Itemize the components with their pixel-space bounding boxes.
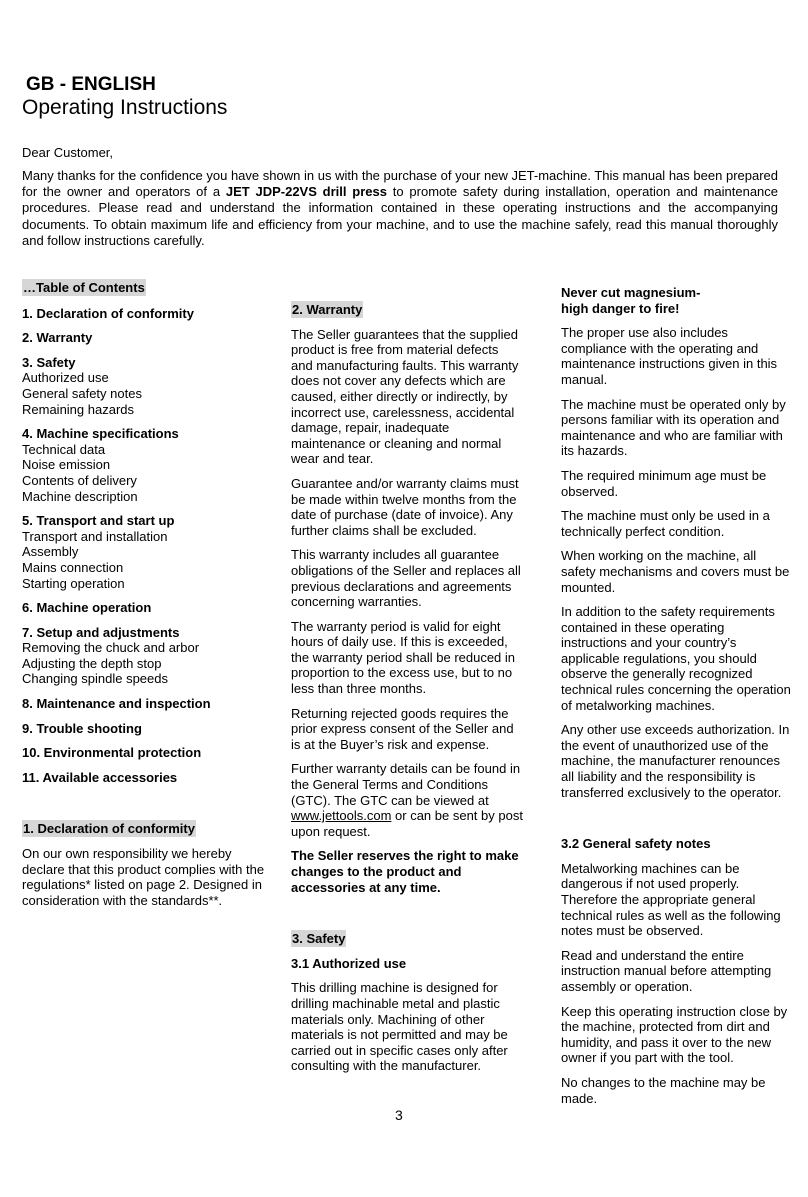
safety-paragraph: Keep this operating instruction close by the machine, protected from dirt and humidity, and pass it over to the new owner if you part with the tool. xyxy=(561,1003,788,1066)
declaration-heading: 1. Declaration of conformity xyxy=(23,821,195,837)
toc-subitem: Assembly xyxy=(22,544,79,560)
toc-subitem: Transport and installation xyxy=(22,528,168,544)
toc-item-10: 10. Environmental protection xyxy=(22,745,202,761)
toc-subitem: Noise emission xyxy=(22,457,111,473)
safety-paragraph: When working on the machine, all safety mechanisms and covers must be mounted. xyxy=(561,548,790,595)
warranty-paragraph: The Seller guarantees that the supplied product is free from material defects and manufacturing faults. This warranty does not cover any defects which are caused, either directly or indirectly, by incorrect use, carelessness, accidental damage, repair, inadequate maintenance or cleaning and normal wear and tear. xyxy=(291,326,519,467)
toc-item-2: 2. Warranty xyxy=(22,330,93,346)
warranty-paragraph: Returning rejected goods requires the prior express consent of the Seller and is at the Buyer’s risk and expense. xyxy=(291,705,514,752)
warranty-reserve-notice: The Seller reserves the right to make changes to the product and accessories at any time. xyxy=(291,848,519,895)
toc-subitem: Changing spindle speeds xyxy=(22,671,168,687)
safety-paragraph: The machine must be operated only by persons familiar with its operation and maintenance and who are familiar with its hazards. xyxy=(561,396,786,459)
safety-paragraph: The proper use also includes compliance with the operating and maintenance instructions given in this manual. xyxy=(561,325,778,387)
toc-item-9: 9. Trouble shooting xyxy=(22,720,142,736)
toc-subitem: Contents of delivery xyxy=(22,472,137,488)
warning-line-2: high danger to fire! xyxy=(561,300,680,316)
intro-paragraph xyxy=(22,168,778,249)
document-title: Operating Instructions xyxy=(22,96,228,119)
column-middle xyxy=(291,302,523,1074)
toc-subitem: Mains connection xyxy=(22,559,124,575)
toc-subitem: Technical data xyxy=(22,441,106,457)
toc-item-1: 1. Declaration of conformity xyxy=(22,305,194,321)
gtc-text-a: Further warranty details can be found in the General Terms and Conditions (GTC). The GTC can be viewed at xyxy=(291,761,521,808)
toc-item-5: 5. Transport and start up xyxy=(22,513,175,529)
toc-subitem: Machine description xyxy=(22,488,138,504)
warranty-paragraph: This warranty includes all guarantee obligations of the Seller and replaces all previous declarations and agreements concerning warranties. xyxy=(291,547,521,610)
language-heading: GB - ENGLISH xyxy=(26,74,156,95)
toc-subitem: General safety notes xyxy=(22,385,142,401)
safety-heading: 3. Safety xyxy=(292,931,346,947)
toc-item-7: 7. Setup and adjustments xyxy=(22,624,180,640)
magnesium-warning xyxy=(561,285,793,316)
warranty-paragraph-gtc xyxy=(291,761,523,839)
intro-text-b: to promote safety during installation, operation and maintenance procedures. Please read and understand the information contained in these operating instructions and the accompanying documents. To obtain maximum life and efficiency from your machine, and to use the machine safely, read this manual thoroughly and follow instructions carefully. xyxy=(22,184,779,248)
authorized-use-heading: 3.1 Authorized use xyxy=(291,955,407,971)
toc-subitem: Adjusting the depth stop xyxy=(22,655,162,671)
toc-item-3: 3. Safety xyxy=(22,354,76,370)
toc-item-11: 11. Available accessories xyxy=(22,769,178,785)
safety-paragraph: Metalworking machines can be dangerous if not used properly. Therefore the appropriate general technical rules as well as the following notes must be observed. xyxy=(561,860,781,939)
intro-product-name: JET JDP-22VS drill press xyxy=(225,184,387,200)
toc-subitem: Removing the chuck and arbor xyxy=(22,640,200,656)
authorized-use-paragraph: This drilling machine is designed for drilling machinable metal and plastic materials only. Machining of other materials is not permitted and may be carried out in specific cases only after consulting with the manufacturer. xyxy=(291,980,508,1074)
toc-subitem: Starting operation xyxy=(22,575,125,591)
column-right xyxy=(561,285,793,1106)
greeting: Dear Customer, xyxy=(22,145,114,160)
toc-heading: …Table of Contents xyxy=(23,280,145,295)
safety-paragraph: No changes to the machine may be made. xyxy=(561,1074,766,1106)
toc-subitem: Authorized use xyxy=(22,370,109,386)
safety-paragraph: Any other use exceeds authorization. In the event of unauthorized use of the machine, the manufacturer renounces all liability and the responsibility is transferred exclusively to the operator. xyxy=(561,722,790,800)
toc-item-8: 8. Maintenance and inspection xyxy=(22,696,211,712)
warranty-paragraph: Guarantee and/or warranty claims must be made within twelve months from the date of purchase (date of invoice). Any further claims shall be excluded. xyxy=(291,475,519,538)
column-left xyxy=(22,280,272,908)
safety-paragraph: The required minimum age must be observed. xyxy=(561,467,767,499)
jettools-link[interactable]: www.jettools.com xyxy=(291,808,392,824)
warranty-heading: 2. Warranty xyxy=(292,302,363,317)
safety-paragraph: In addition to the safety requirements contained in these operating instructions and your country’s applicable regulations, you should observe the generally recognized technical rules concerning the operation of metalworking machines. xyxy=(561,604,791,713)
safety-paragraph: Read and understand the entire instruction manual before attempting assembly or operation. xyxy=(561,947,772,994)
safety-paragraph: The machine must only be used in a technically perfect condition. xyxy=(561,508,770,539)
toc-item-6: 6. Machine operation xyxy=(22,600,152,616)
declaration-text: On our own responsibility we hereby declare that this product complies with the regulations* listed on page 2. Designed in consideration with the standards**. xyxy=(22,846,265,908)
warning-line-1: Never cut magnesium- xyxy=(561,285,701,300)
general-safety-heading: 3.2 General safety notes xyxy=(561,836,711,852)
toc-item-4: 4. Machine specifications xyxy=(22,426,179,442)
toc-subitem: Remaining hazards xyxy=(22,401,135,417)
intro-text-a: Many thanks for the confidence you have shown in us with the purchase of your new JET-machine. This manual has been prepared for the owner and operators of a xyxy=(22,168,778,200)
gtc-text-b: or can be sent by post upon request. xyxy=(291,808,523,839)
page-number: 3 xyxy=(395,1107,403,1123)
warranty-paragraph: The warranty period is valid for eight hours of daily use. If this is exceeded, the warranty period shall be reduced in proportion to the excess use, but to no less than three months. xyxy=(291,618,516,697)
